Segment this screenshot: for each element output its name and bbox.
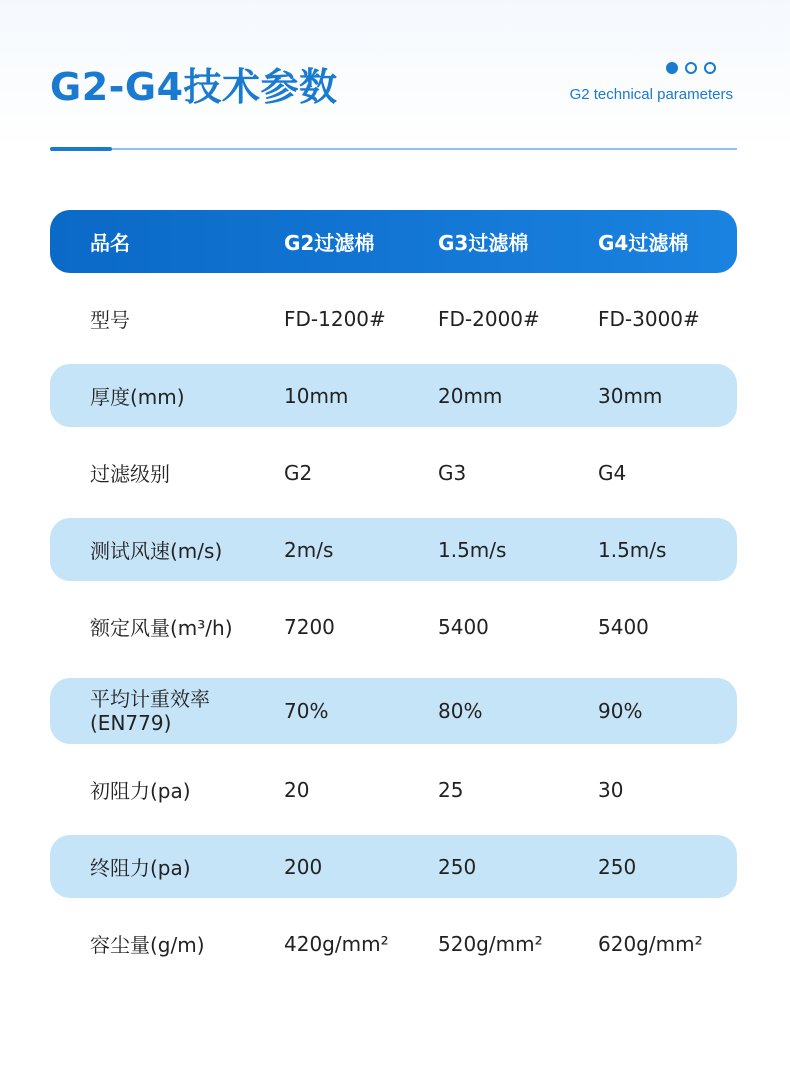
table-cell: 20 (284, 777, 310, 802)
table-cell: G4 (598, 460, 627, 485)
table-cell: 5400 (438, 614, 489, 639)
row-label: 测试风速(m/s) (90, 539, 223, 563)
table-cell: 80% (438, 699, 483, 723)
row-label: 终阻力(pa) (90, 856, 191, 880)
column-header: G4过滤棉 (598, 231, 689, 255)
table-row (50, 287, 737, 350)
table-row (50, 364, 737, 427)
table-cell: 1.5m/s (598, 537, 667, 562)
table-cell: 70% (284, 699, 329, 723)
table-cell: 250 (438, 854, 477, 879)
table-cell: 200 (284, 854, 323, 879)
active-dot-icon (666, 62, 678, 74)
row-label: 过滤级别 (90, 462, 170, 486)
table-cell: 420g/mm² (284, 931, 389, 956)
table-row (50, 678, 737, 744)
table-cell: 1.5m/s (438, 537, 507, 562)
table-cell: 20mm (438, 383, 503, 408)
row-label: 额定风量(m³/h) (90, 616, 233, 640)
row-label: 型号 (90, 308, 130, 332)
page-subtitle: G2 technical parameters (569, 86, 733, 103)
table-header-row (50, 210, 737, 273)
table-row (50, 518, 737, 581)
spec-table (50, 210, 737, 989)
table-cell: 5400 (598, 614, 649, 639)
inactive-dot-icon (685, 62, 697, 74)
column-header: G3过滤棉 (438, 231, 529, 255)
table-cell: G3 (438, 460, 467, 485)
row-label-line: (EN779) (90, 711, 172, 735)
table-cell: 30mm (598, 383, 663, 408)
table-cell: 250 (598, 854, 637, 879)
table-cell: G2 (284, 460, 313, 485)
table-cell: FD-2000# (438, 306, 540, 331)
table-cell: 90% (598, 699, 643, 723)
row-label (90, 687, 260, 735)
table-cell: 10mm (284, 383, 349, 408)
pagination-dots (666, 62, 716, 74)
table-cell: FD-1200# (284, 306, 386, 331)
table-row (50, 835, 737, 898)
row-label: 容尘量(g/m) (90, 933, 205, 957)
table-cell: 620g/mm² (598, 931, 703, 956)
title-divider-accent (50, 147, 112, 151)
table-cell: 30 (598, 777, 624, 802)
table-cell: 2m/s (284, 537, 334, 562)
column-header: G2过滤棉 (284, 231, 375, 255)
page-title: G2-G4技术参数 (50, 65, 338, 109)
row-label: 初阻力(pa) (90, 779, 191, 803)
inactive-dot-icon (704, 62, 716, 74)
table-cell: 520g/mm² (438, 931, 543, 956)
table-row (50, 441, 737, 504)
table-row (50, 595, 737, 658)
table-cell: 25 (438, 777, 464, 802)
table-row (50, 912, 737, 975)
table-cell: 7200 (284, 614, 335, 639)
title-divider (50, 148, 737, 150)
row-label: 厚度(mm) (90, 385, 185, 409)
table-row (50, 758, 737, 821)
table-cell: FD-3000# (598, 306, 700, 331)
column-header: 品名 (90, 231, 130, 255)
row-label-line: 平均计重效率 (90, 687, 210, 711)
